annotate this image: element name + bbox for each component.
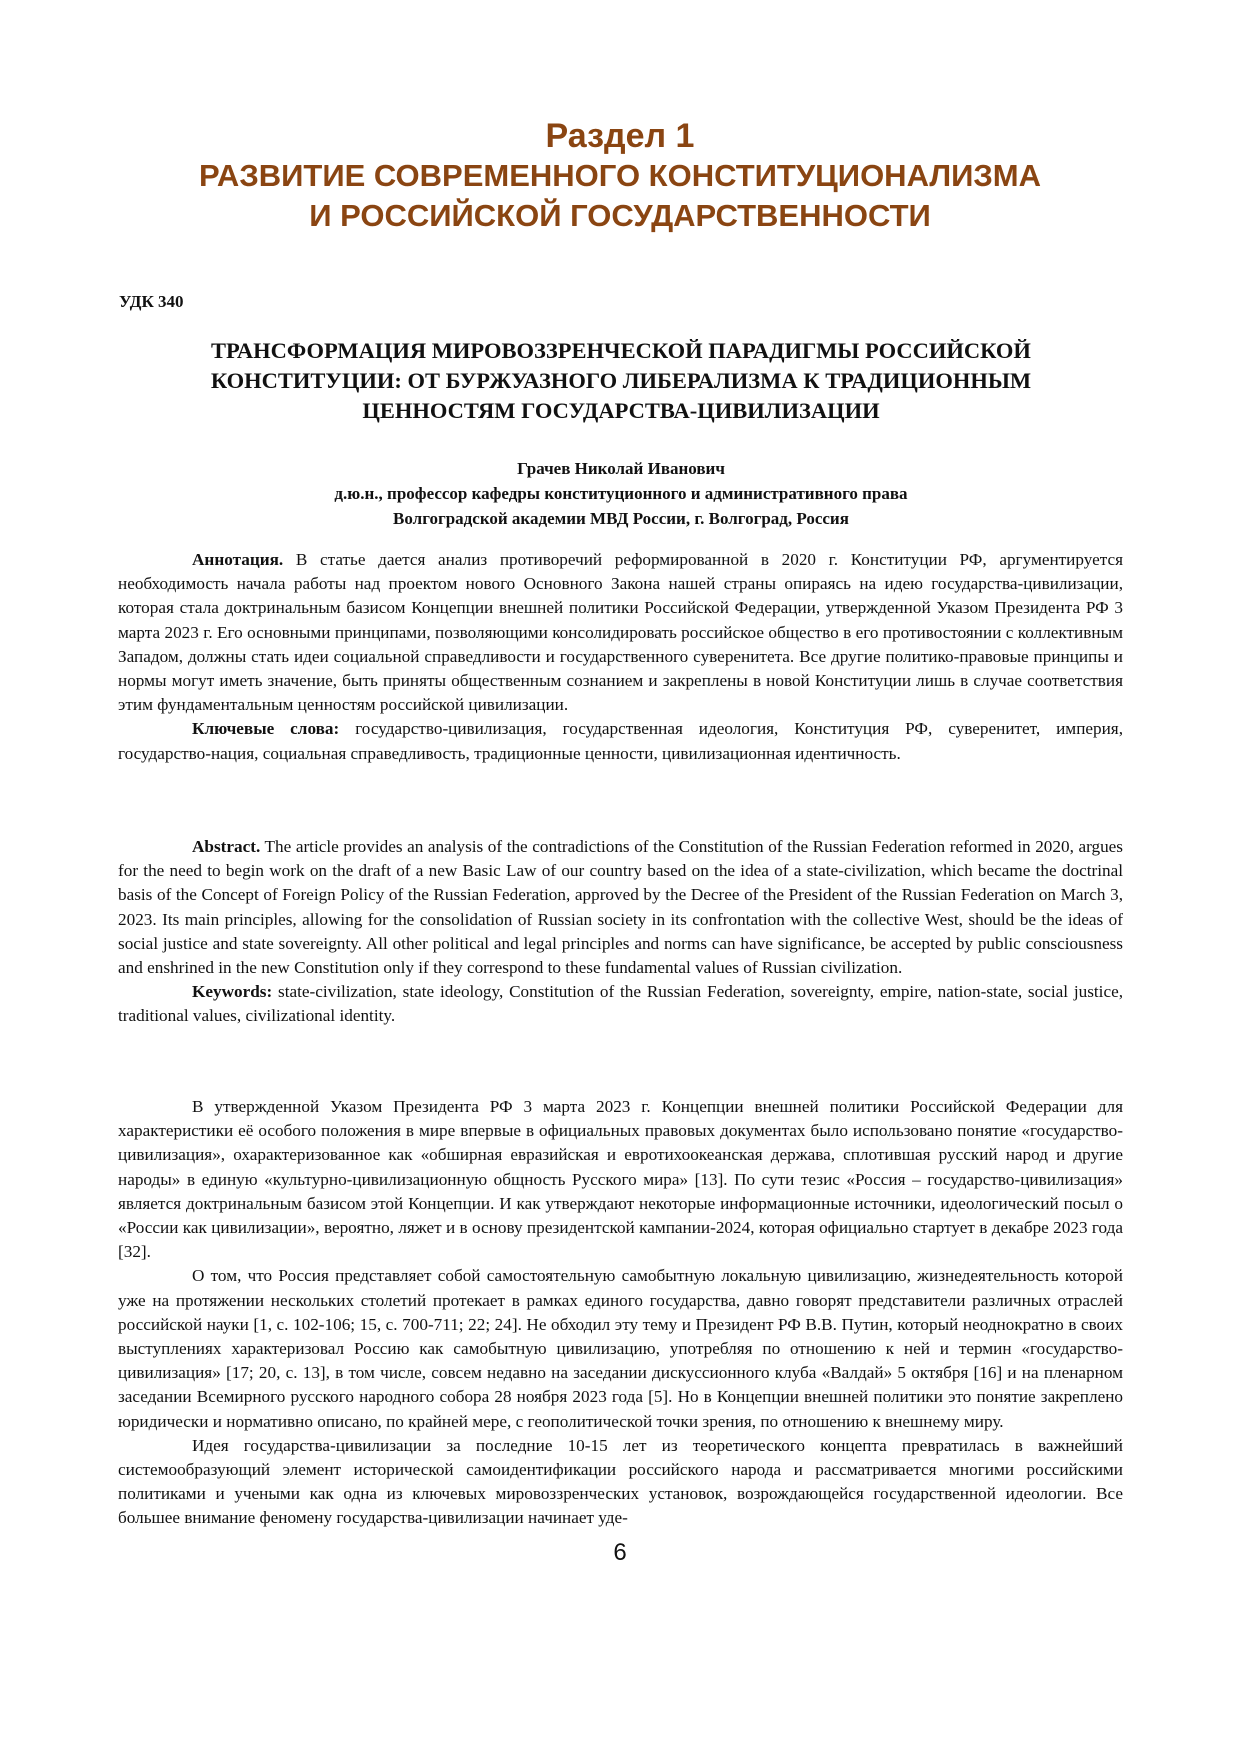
paper-title-line-2: КОНСТИТУЦИИ: ОТ БУРЖУАЗНОГО ЛИБЕРАЛИЗМА К ТРАДИЦИОННЫМ <box>210 368 1032 393</box>
annotation-text: В статье дается анализ противоречий реформированной в 2020 г. Конституции РФ, аргументируется необходимость начала работы над проектом нового Основного Закона нашей страны опираясь на идею государства-цивилизации, которая стала доктринальным базисом Концепции внешней политики Российской Федерации, утвержденной Указом Президента РФ 3 марта 2023 г. Его основными принципами, позволяющими консолидировать российское общество в его противостоянии с коллективным Западом, должны стать идеи социальной справедливости и государственного суверенитета. Все другие политико-правовые принципы и нормы могут иметь значение, быть приняты общественным сознанием и закреплены в новой Конституции лишь в случае соответствия этим фундаментальным ценностям российской цивилизации. <box>118 550 1123 715</box>
keywords-ru-text: государство-цивилизация, государственная идеология, Конституция РФ, суверенитет, империя, государство-нация, социальная справедливость, традиционные ценности, цивилизационная идентичность. <box>118 719 1124 763</box>
author-affiliation-line-2: Волгоградской академии МВД России, г. Волгоград, Россия <box>393 509 849 528</box>
keywords-ru-label: Ключевые слова: <box>192 719 340 739</box>
keywords-en-paragraph <box>118 980 1123 1028</box>
section-number: Раздел 1 <box>545 117 695 155</box>
author-block <box>120 456 1122 531</box>
section-title-line-2: И РОССИЙСКОЙ ГОСУДАРСТВЕННОСТИ <box>309 198 931 233</box>
keywords-en-text: state-civilization, state ideology, Constitution of the Russian Federation, sovereignty, empire, nation-state, social justice, traditional values, civilizational identity. <box>118 982 1123 1026</box>
body-paragraph-3: Идея государства-цивилизации за последние 10-15 лет из теоретического концепта превратилась в важнейший системообразующий элемент исторической самоидентификации российского народа и рассматривается многими российскими политиками и учеными как одна из ключевых мировоззренческих установок, возрождающейся государственной идеологии. Все большее внимание феномену государства-цивилизации начинает уде- <box>118 1435 1123 1528</box>
annotation-block <box>118 548 1123 766</box>
annotation-paragraph <box>118 548 1123 717</box>
abstract-block <box>118 835 1123 1029</box>
author-affiliation-line-1: д.ю.н., профессор кафедры конституционного и административного права <box>334 484 908 503</box>
abstract-paragraph <box>118 835 1123 980</box>
body-paragraph-1: В утвержденной Указом Президента РФ 3 марта 2023 г. Концепции внешней политики Российской Федерации для характеристики её особого положения в мире впервые в официальных правовых документах было использовано понятие «государство-цивилизация», охарактеризованное как «обширная евразийская и евротихоокеанская держава, сплотившая русский народ и другие народы» в единую «культурно-цивилизационную общность Русского мира» [13]. По сути тезис «Россия – государство-цивилизация» является доктринальным базисом этой Концепции. И как утверждают некоторые информационные источники, идеологический посыл о «России как цивилизации», вероятно, ляжет и в основу президентской кампании-2024, которая официально стартует в декабре 2023 года [32]. <box>118 1097 1123 1262</box>
body-text <box>118 1095 1123 1531</box>
paper-title-line-1: ТРАНСФОРМАЦИЯ МИРОВОЗЗРЕНЧЕСКОЙ ПАРАДИГМЫ РОССИЙСКОЙ <box>211 338 1031 363</box>
section-title-line-1: РАЗВИТИЕ СОВРЕМЕННОГО КОНСТИТУЦИОНАЛИЗМА <box>198 158 1041 193</box>
annotation-label: Аннотация. <box>192 550 284 569</box>
paper-title-line-3: ЦЕННОСТЯМ ГОСУДАРСТВА-ЦИВИЛИЗАЦИИ <box>362 398 880 423</box>
page-number: 6 <box>613 1539 627 1566</box>
author-name: Грачев Николай Иванович <box>517 459 725 478</box>
abstract-label: Abstract. <box>192 837 261 856</box>
udk-code: УДК 340 <box>119 292 184 311</box>
abstract-text: The article provides an analysis of the contradictions of the Constitution of the Russian Federation reformed in 2020, argues for the need to begin work on the draft of a new Basic Law of our country based on the idea of a state-civilization, which became the doctrinal basis of the Concept of Foreign Policy of the Russian Federation, approved by the Decree of the President of the Russian Federation on March 3, 2023. Its main principles, allowing for the consolidation of Russian society in its confrontation with the collective West, should be the ideas of social justice and state sovereignty. All other political and legal principles and norms can have significance, be accepted by public consciousness and enshrined in the new Constitution only if they correspond to these fundamental values of Russian civilization. <box>118 837 1123 978</box>
paper-title <box>120 336 1122 426</box>
keywords-en-label: Keywords: <box>192 982 273 1002</box>
body-paragraph-2: О том, что Россия представляет собой самостоятельную самобытную локальную цивилизацию, жизнедеятельность которой уже на протяжении нескольких столетий протекает в рамках единого государства, давно говорят представители различных отраслей российской науки [1, с. 102-106; 15, с. 700-711; 22; 24]. Не обходил эту тему и Президент РФ В.В. Путин, который неоднократно в своих выступлениях характеризовал Россию как самобытную цивилизацию, употребляя по отношению к ней и термин «государство-цивилизация» [17; 20, с. 13], в том числе, совсем недавно на заседании дискуссионного клуба «Валдай» 5 октября [16] и на пленарном заседании Всемирного русского народного собора 28 ноября 2023 года [5]. Но в Концепции внешней политики это понятие закреплено юридически и нормативно описано, по крайней мере, с геополитической точки зрения, по отношению к внешнему миру. <box>118 1266 1123 1431</box>
keywords-ru-paragraph <box>118 717 1123 765</box>
section-header <box>120 116 1120 236</box>
